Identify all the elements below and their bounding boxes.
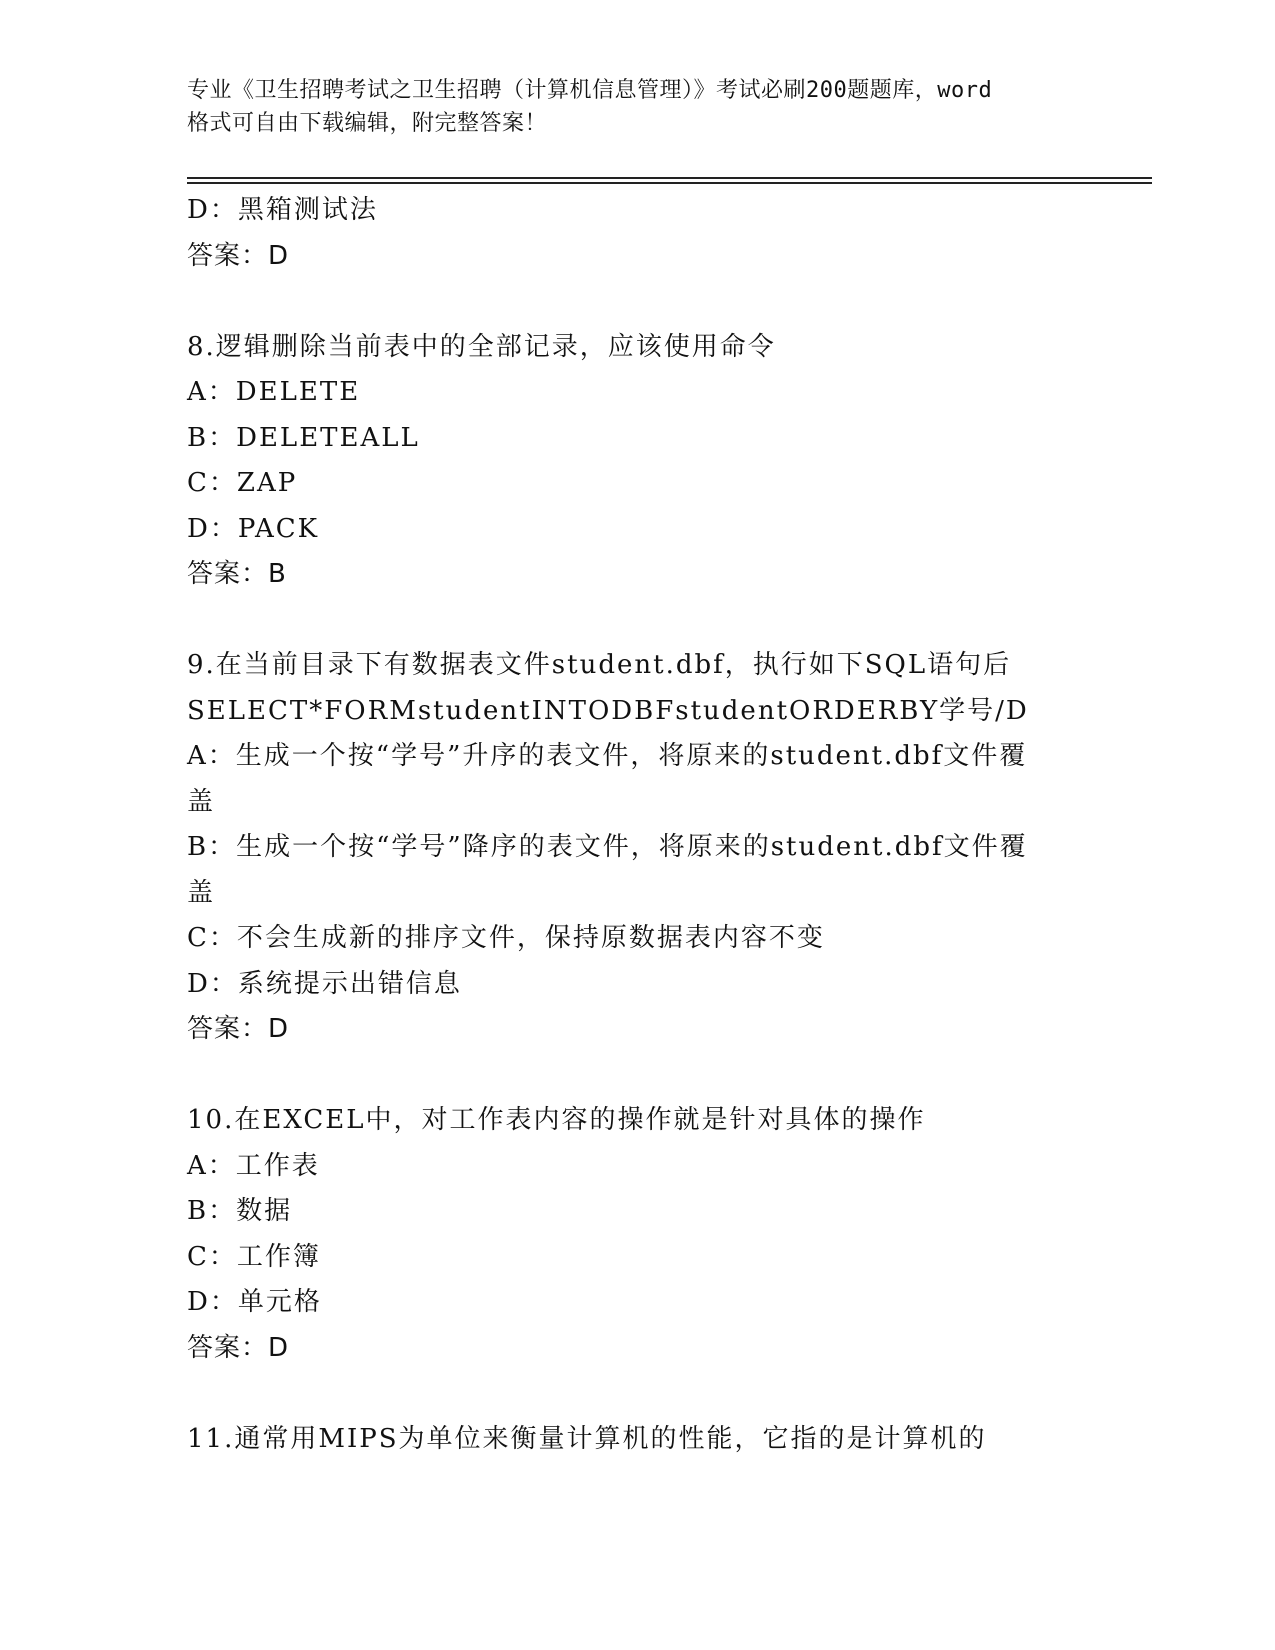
question-9 [187, 643, 1087, 1053]
q10-question-text: 10.在EXCEL中，对工作表内容的操作就是针对具体的操作 [187, 1105, 926, 1135]
q9-option-c: C：不会生成新的排序文件，保持原数据表内容不变 [187, 923, 825, 953]
q10-option-b: B：数据 [187, 1196, 293, 1226]
q7-option-d: D：黑箱测试法 [187, 195, 378, 225]
spacer [187, 1371, 1087, 1417]
q10-answer: 答案：D [187, 1332, 290, 1363]
question-8 [187, 325, 1087, 598]
q9-question-sql: SELECT*FORMstudentINTODBFstudentORDERBY学号/D [187, 695, 1029, 726]
question-7 [187, 188, 1087, 279]
document-header [187, 74, 1087, 140]
q8-option-a: A：DELETE [187, 377, 361, 407]
spacer [187, 1053, 1087, 1099]
q10-option-c: C：工作簿 [187, 1241, 321, 1272]
question-11 [187, 1417, 1087, 1463]
q8-answer: 答案：B [187, 559, 287, 589]
q10-option-a: A：工作表 [187, 1150, 320, 1181]
q8-option-d: D：PACK [187, 513, 320, 544]
q9-question-text: 9.在当前目录下有数据表文件student.dbf，执行如下SQL语句后 [187, 650, 1012, 680]
header-divider-bottom [187, 182, 1152, 184]
q9-option-d: D：系统提示出错信息 [187, 968, 462, 999]
q8-option-c: C：ZAP [187, 468, 298, 498]
q7-answer: 答案：D [187, 240, 290, 271]
q10-option-d: D：单元格 [187, 1287, 322, 1317]
q8-option-b: B：DELETEALL [187, 422, 420, 453]
q9-option-b: B：生成一个按“学号”降序的表文件，将原来的student.dbf文件覆 [187, 832, 1028, 862]
q11-question-text: 11.通常用MIPS为单位来衡量计算机的性能，它指的是计算机的 [187, 1423, 987, 1454]
q9-option-a-continued: 盖 [187, 786, 216, 817]
header-divider-top [187, 177, 1152, 179]
header-line-2: 格式可自由下载编辑，附完整答案！ [187, 111, 548, 136]
q9-answer: 答案：D [187, 1014, 290, 1044]
q9-option-a: A：生成一个按“学号”升序的表文件，将原来的student.dbf文件覆 [187, 741, 1028, 771]
q8-question-text: 8.逻辑删除当前表中的全部记录，应该使用命令 [187, 331, 776, 362]
spacer [187, 598, 1087, 644]
header-line-1: 专业《卫生招聘考试之卫生招聘（计算机信息管理）》考试必刷200题题库，word [187, 78, 993, 103]
question-list [187, 188, 1087, 1462]
question-10 [187, 1098, 1087, 1371]
q9-option-b-continued: 盖 [187, 877, 216, 908]
spacer [187, 279, 1087, 325]
